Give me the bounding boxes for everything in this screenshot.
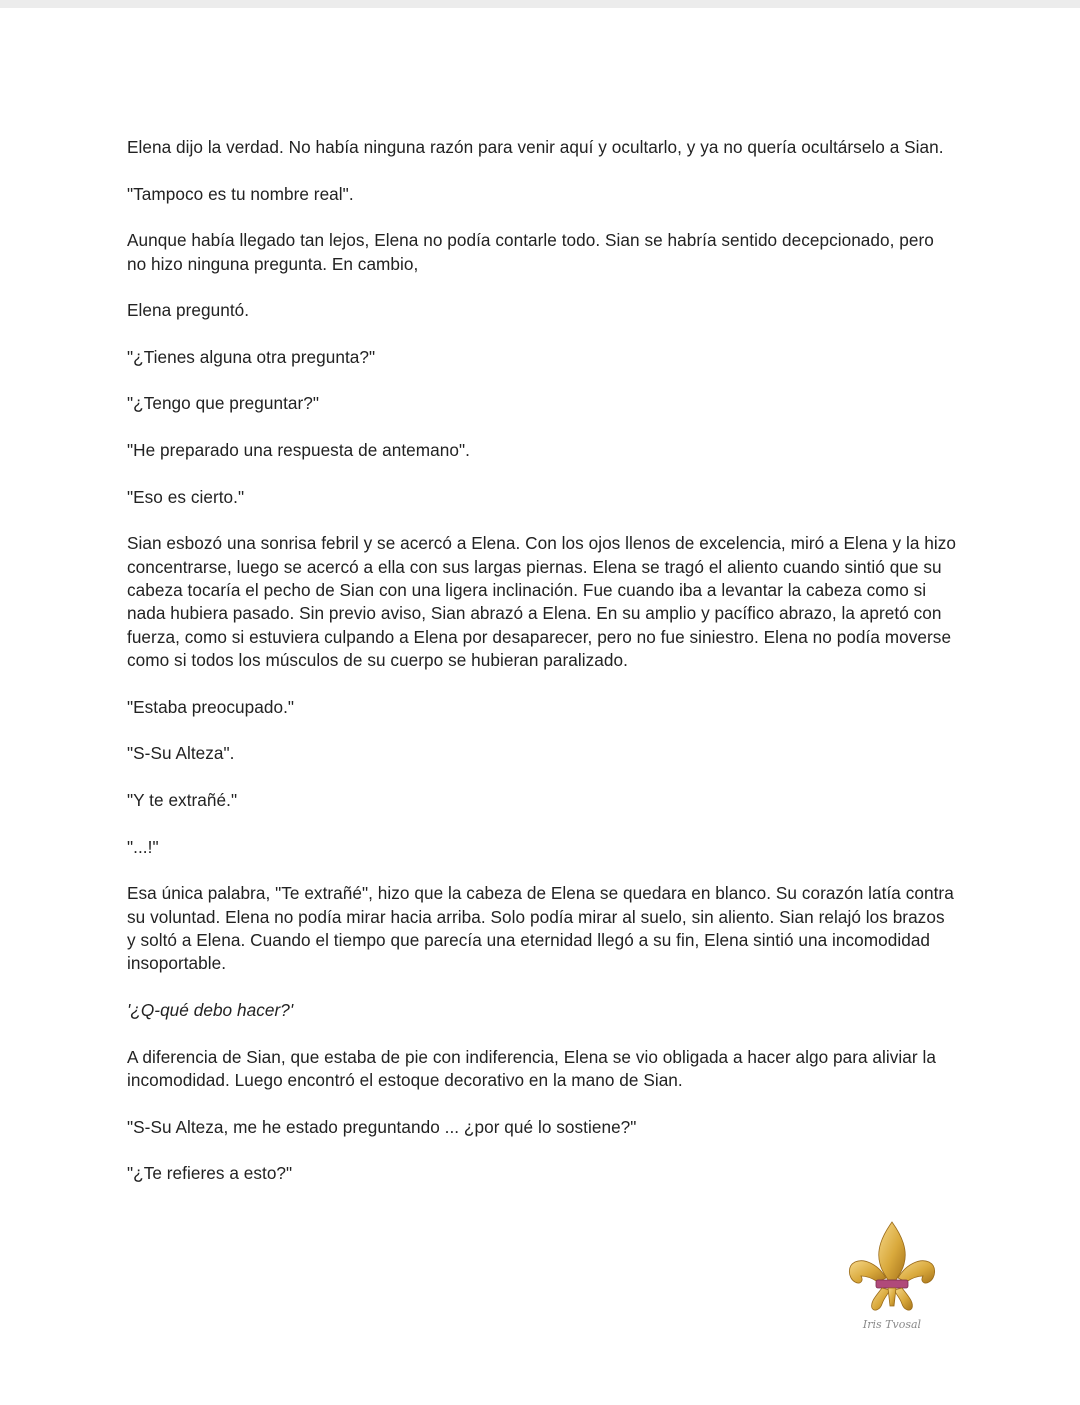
paragraph: "S-Su Alteza, me he estado preguntando ... ¿por qué lo sostiene?" xyxy=(127,1116,637,1137)
paragraph: Esa única palabra, "Te extrañé", hizo que la cabeza de Elena se quedara en blanco. Su corazón latía contra su voluntad. Elena no podía mirar hacia arriba. Solo podía mirar al suelo, sin aliento. Sian relajó los brazos y soltó a Elena. Cuando el tiempo que parecía una eternidad llegó a su fin, Elena sintió una incomodidad insoportable. xyxy=(127,883,954,974)
paragraph-thought: '¿Q-qué debo hacer?' xyxy=(127,999,294,1020)
paragraph: Aunque había llegado tan lejos, Elena no podía contarle todo. Sian se habría sentido decepcionado, pero no hizo ninguna pregunta. En cambio, xyxy=(127,230,934,274)
document-page xyxy=(127,136,957,1209)
paragraph: A diferencia de Sian, que estaba de pie con indiferencia, Elena se vio obligada a hacer algo para aliviar la incomodidad. Luego encontró el estoque decorativo en la mano de Sian. xyxy=(127,1046,936,1090)
paragraph: Sian esbozó una sonrisa febril y se acercó a Elena. Con los ojos llenos de excelencia, miró a Elena y la hizo concentrarse, luego se acercó a ella con sus largas piernas. Elena se tragó el aliento cuando sintió que su cabeza tocaría el pecho de Sian con una ligera inclinación. Fue cuando iba a levantar la cabeza como si nada hubiera pasado. Sin previo aviso, Sian abrazó a Elena. En su amplio y pacífico abrazo, la apretó con fuerza, como si estuviera culpando a Elena por desaparecer, pero no fue siniestro. Elena no podía moverse como si todos los músculos de su cuerpo se hubieran paralizado. xyxy=(127,533,956,671)
top-divider-strip xyxy=(0,0,1080,8)
paragraph: "¿Te refieres a esto?" xyxy=(127,1163,293,1184)
paragraph: "...!" xyxy=(127,836,159,857)
logo-signature: Iris Tvosal xyxy=(862,1318,922,1331)
paragraph: "Estaba preocupado." xyxy=(127,696,295,717)
paragraph: "Tampoco es tu nombre real". xyxy=(127,183,354,204)
paragraph: "Eso es cierto." xyxy=(127,486,245,507)
watermark-logo xyxy=(842,1218,942,1334)
paragraph: "Y te extrañé." xyxy=(127,789,238,810)
paragraph: "¿Tengo que preguntar?" xyxy=(127,393,320,414)
fleur-de-lis-icon xyxy=(842,1218,942,1334)
paragraph: "He preparado una respuesta de antemano". xyxy=(127,439,470,460)
paragraph: "¿Tienes alguna otra pregunta?" xyxy=(127,346,376,367)
paragraph: "S-Su Alteza". xyxy=(127,743,235,764)
paragraph: Elena dijo la verdad. No había ninguna razón para venir aquí y ocultarlo, y ya no quería ocultárselo a Sian. xyxy=(127,137,944,157)
paragraph: Elena preguntó. xyxy=(127,300,250,321)
